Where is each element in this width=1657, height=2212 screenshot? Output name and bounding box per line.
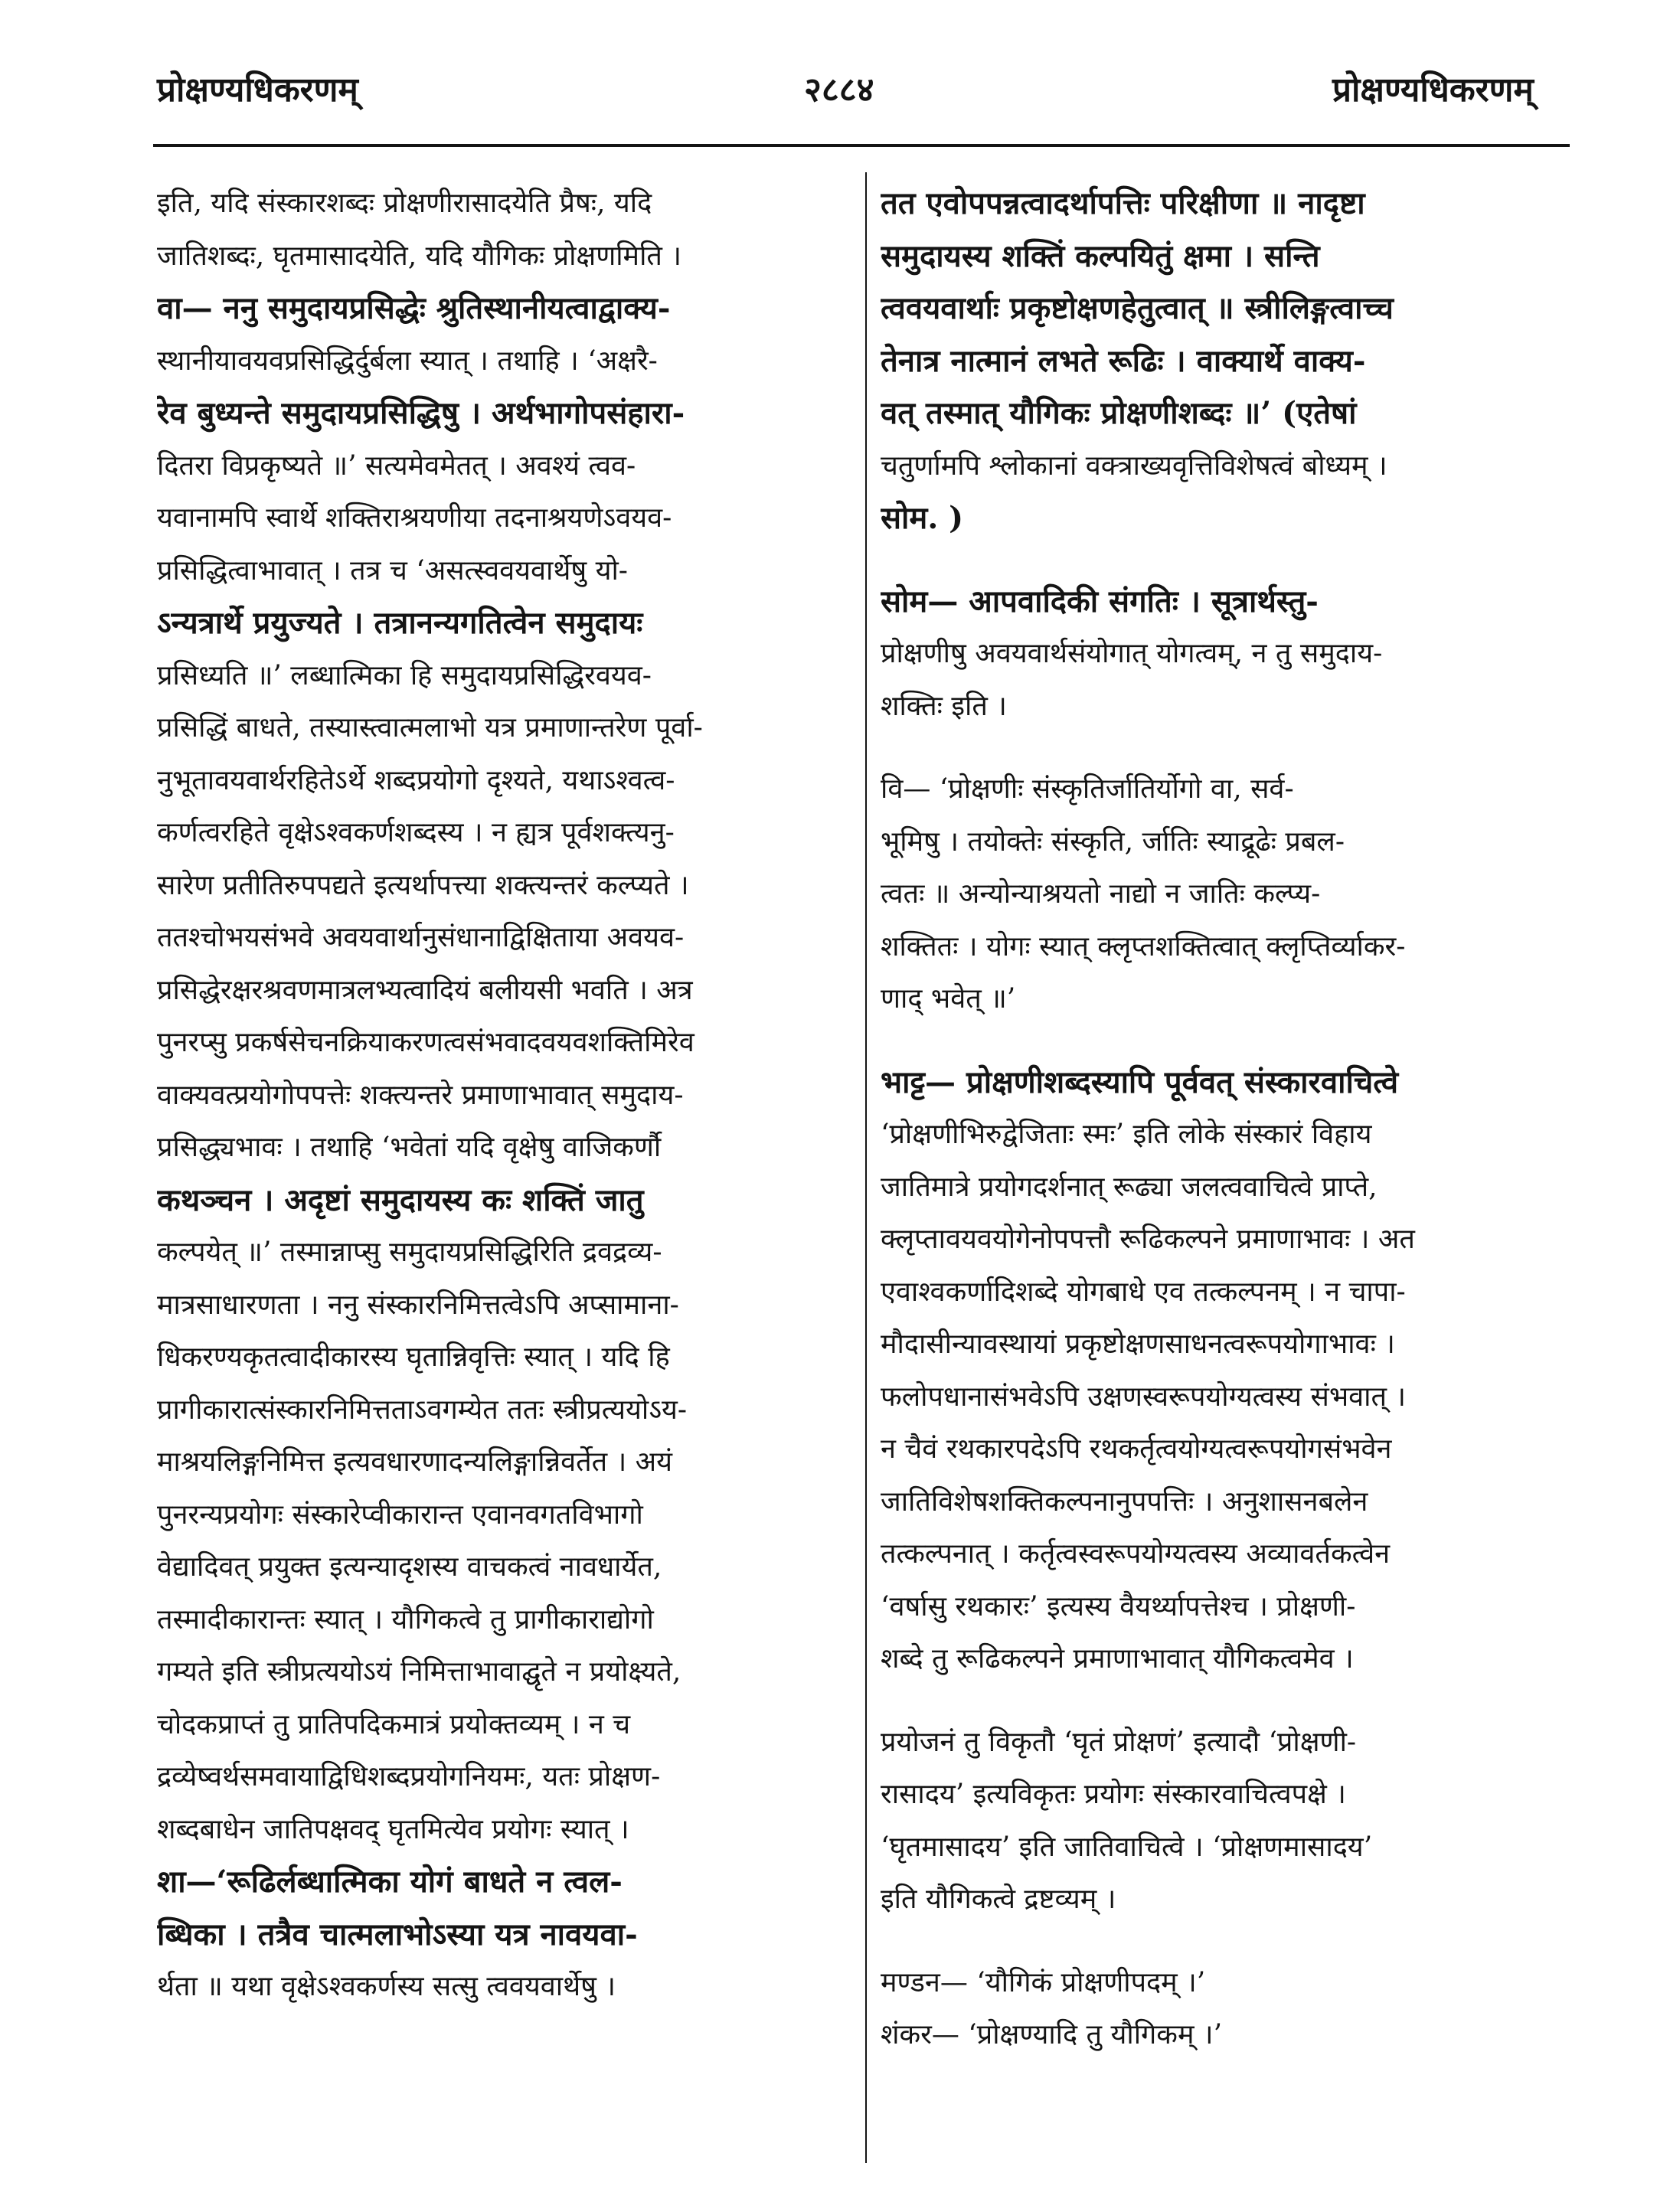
left-column	[157, 178, 850, 2014]
running-title-left: प्रोक्षण्यधिकरणम्	[157, 70, 358, 109]
paragraph-gap	[881, 545, 1570, 576]
text-line: प्रसिध्यति ॥’ लब्धात्मिका हि समुदायप्रसिद्धिरवयव-	[157, 659, 652, 691]
text-line: स्थानीयावयवप्रसिद्धिर्दुर्बला स्यात् । तथाहि । ‘अक्षरै-	[157, 345, 658, 377]
text-line: शक्तितः । योगः स्यात् क्लृप्तशक्तित्वात् क्लृप्तिर्व्याकर-	[881, 930, 1406, 962]
text-line: शक्तिः इति ।	[881, 690, 1007, 722]
text-line: प्रसिद्धित्वाभावात् । तत्र च ‘असत्स्ववयवार्थेषु यो-	[157, 554, 628, 586]
text-line: माश्रयलिङ्गनिमित्त इत्यवधारणादन्यलिङ्गान्निवर्तेत । अयं	[157, 1446, 673, 1478]
text-line: शा—‘रूढिर्लब्धात्मिका योगं बाधते न त्वल-	[157, 1864, 623, 1900]
text-line: जातिशब्दः, घृतमासादयेति, यदि यौगिकः प्रोक्षणमिति ।	[157, 240, 682, 272]
text-line: वेद्यादिवत् प्रयुक्त इत्यन्यादृशस्य वाचकत्वं नावधार्येत,	[157, 1551, 662, 1583]
text-line: वाक्यवत्प्रयोगोपपत्तेः शक्त्यन्तरे प्रमाणाभावात् समुदाय-	[157, 1079, 684, 1111]
text-line: सारेण प्रतीतिरुपपद्यते इत्यर्थापत्त्या शक्त्यन्तरं कल्प्यते ।	[157, 869, 689, 901]
text-line: नुभूतावयवार्थरहितेऽर्थे शब्दप्रयोगो दृश्यते, यथाऽश्वत्व-	[157, 764, 675, 796]
text-line: एवाश्वकर्णादिशब्दे योगबाधे एव तत्कल्पनम् । न चापा-	[881, 1276, 1406, 1308]
text-line: रेव बुध्यन्ते समुदायप्रसिद्धिषु । अर्थभागोपसंहारा-	[157, 395, 685, 431]
paragraph-gap	[881, 1926, 1570, 1957]
text-line: भाट्ट— प्रोक्षणीशब्दस्यापि पूर्ववत् संस्कारवाचित्वे	[881, 1064, 1399, 1100]
text-line: प्रागीकारात्संस्कारनिमित्तताऽवगम्येत ततः स्त्रीप्रत्ययोऽय-	[157, 1394, 688, 1426]
text-line: कर्णत्वरहिते वृक्षेऽश्वकर्णशब्दस्य । न ह्यत्र पूर्वशक्त्यनु-	[157, 817, 675, 848]
text-line: रासादय’ इत्यविकृतः प्रयोगः संस्कारवाचित्वपक्षे ।	[881, 1779, 1346, 1810]
running-title-right: प्रोक्षण्यधिकरणम्	[1332, 70, 1534, 109]
text-line: जातिविशेषशक्तिकल्पनानुपपत्तिः । अनुशासनबलेन	[881, 1485, 1368, 1518]
text-line: कथञ्चन । अदृष्टां समुदायस्य कः शक्तिं जातु	[157, 1181, 644, 1218]
text-line: प्रोक्षणीषु अवयवार्थसंयोगात् योगत्वम्, न तु समुदाय-	[881, 638, 1383, 669]
text-line: शंकर— ‘प्रोक्षण्यादि तु यौगिकम् ।’	[881, 2019, 1223, 2050]
text-line: शब्दबाधेन जातिपक्षवद् घृतमित्येव प्रयोगः स्यात् ।	[157, 1813, 629, 1845]
text-line: समुदायस्य शक्तिं कल्पयितुं क्षमा । सन्ति	[881, 237, 1320, 274]
text-line: वत् तस्मात् यौगिकः प्रोक्षणीशब्दः ॥’ (एतेषां	[881, 395, 1357, 431]
text-line: तेनात्र नात्मानं लभते रूढिः । वाक्यार्थे वाक्य-	[881, 342, 1366, 379]
text-line: चोदकप्राप्तं तु प्रातिपदिकमात्रं प्रयोक्तव्यम् । न च	[157, 1708, 631, 1740]
text-line: प्रयोजनं तु विकृतौ ‘घृतं प्रोक्षणं’ इत्यादौ ‘प्रोक्षणी-	[881, 1726, 1357, 1758]
text-line: ‘वर्षासु रथकारः’ इत्यस्य वैयर्थ्यापत्तेश्च । प्रोक्षणी-	[881, 1590, 1356, 1622]
header-rule	[153, 144, 1570, 147]
text-line: पुनरप्सु प्रकर्षसेचनक्रियाकरणत्वसंभवादवयवशक्तिमिरेव	[157, 1027, 695, 1058]
text-line: त्ववयवार्थाः प्रकृष्टोक्षणहेतुत्वात् ॥ स्त्रीलिङ्गत्वाच्च	[881, 290, 1394, 326]
text-line: वा— ननु समुदायप्रसिद्धेः श्रुतिस्थानीयत्वाद्वाक्य-	[157, 290, 671, 326]
text-line: प्रसिद्ध्यभावः । तथाहि ‘भवेतां यदि वृक्षेषु वाजिकर्णौ	[157, 1132, 662, 1163]
text-line: इति, यदि संस्कारशब्दः प्रोक्षणीरासादयेति प्रैषः, यदि	[157, 188, 652, 219]
text-line: पुनरन्यप्रयोगः संस्कारेप्वीकारान्त एवानवगतविभागो	[157, 1498, 643, 1531]
text-line: वि— ‘प्रोक्षणीः संस्कृतिर्जातिर्योगो वा, सर्व-	[881, 773, 1294, 805]
text-line: ‘घृतमासादय’ इति जातिवाचित्वे । ‘प्रोक्षणमासादय’	[881, 1831, 1373, 1863]
text-line: क्लृप्तावयवयोगेनोपपत्तौ रूढिकल्पने प्रमाणाभावः । अत	[881, 1224, 1415, 1255]
paragraph-gap	[881, 1686, 1570, 1717]
text-line: न चैवं रथकारपदेऽपि रथकर्तृत्वयोग्यत्वरूपयोगसंभवेन	[881, 1433, 1392, 1465]
text-line: ब्धिका । तत्रैव चात्मलाभोऽस्या यत्र नावयवा-	[157, 1916, 638, 1952]
text-line: तत्कल्पनात् । कर्तृत्वस्वरूपयोग्यत्वस्य अव्यावर्तकत्वेन	[881, 1538, 1391, 1570]
text-line: चतुर्णामपि श्लोकानां वक्त्राख्यवृत्तिविशेषत्वं बोध्यम् ।	[881, 449, 1387, 482]
text-line: ‘प्रोक्षणीभिरुद्वेजिताः स्मः’ इति लोके संस्कारं विहाय	[881, 1119, 1372, 1150]
text-line: मण्डन— ‘यौगिकं प्रोक्षणीपदम् ।’	[881, 1966, 1206, 1998]
text-line: णाद् भवेत् ॥’	[881, 983, 1016, 1015]
page-number: २८८४	[804, 70, 874, 109]
text-line: मौदासीन्यावस्थायां प्रकृष्टोक्षणसाधनत्वरूपयोगाभावः ।	[881, 1328, 1395, 1360]
text-line: यवानामपि स्वार्थे शक्तिराश्रयणीया तदनाश्रयणेऽवयव-	[157, 502, 672, 534]
text-line: धिकरण्यकृतत्वादीकारस्य घृतान्निवृत्तिः स्यात् । यदि हि	[157, 1341, 670, 1373]
paragraph-gap	[881, 733, 1570, 763]
text-line: ततश्चोभयसंभवे अवयवार्थानुसंधानाद्विक्षिताया अवयव-	[157, 922, 685, 953]
text-line: प्रसिद्धिं बाधते, तस्यास्त्वात्मलाभो यत्र प्रमाणान्तरेण पूर्वा-	[157, 712, 703, 743]
text-line: दितरा विप्रकृष्यते ॥’ सत्यमेवमेतत् । अवश्यं त्वव-	[157, 449, 636, 482]
text-line: तत एवोपपन्नत्वादर्थापत्तिः परिक्षीणा ॥ नादृष्टा	[881, 185, 1365, 221]
text-line: इति यौगिकत्वे द्रष्टव्यम् ।	[881, 1884, 1116, 1915]
text-line: त्वतः ॥ अन्योन्याश्रयतो नाद्यो न जातिः कल्प्य-	[881, 878, 1321, 910]
text-line: फलोपधानासंभवेऽपि उक्षणस्वरूपयोग्यत्वस्य संभवात् ।	[881, 1380, 1407, 1413]
text-line: सोम— आपवादिकी संगतिः । सूत्रार्थस्तु-	[881, 583, 1319, 619]
text-line: गम्यते इति स्त्रीप्रत्ययोऽयं निमित्ताभावाद्घृते न प्रयोक्ष्यते,	[157, 1656, 681, 1688]
text-line: र्थता ॥ यथा वृक्षेऽश्वकर्णस्य सत्सु त्ववयवार्थेषु ।	[157, 1971, 616, 2002]
text-line: ऽन्यत्रार्थे प्रयुज्यते । तत्रानन्यगतित्वेन समुदायः	[157, 605, 643, 641]
column-divider	[865, 172, 867, 2163]
text-line: भूमिषु । तयोक्तेः संस्कृति, र्जातिः स्याद्रूढेः प्रबल-	[881, 825, 1345, 858]
text-line: द्रव्येष्वर्थसमवायाद्विधिशब्दप्रयोगनियमः, यतः प्रोक्षण-	[157, 1761, 661, 1792]
text-line: सोम. )	[881, 500, 964, 536]
text-line: कल्पयेत् ॥’ तस्मान्नाप्सु समुदायप्रसिद्धिरिति द्रवद्रव्य-	[157, 1237, 662, 1268]
paragraph-gap	[881, 1026, 1570, 1057]
text-line: प्रसिद्धेरक्षरश्रवणमात्रलभ्यत्वादियं बलीयसी भवति । अत्र	[157, 974, 693, 1006]
right-column	[881, 178, 1570, 2062]
text-line: शब्दे तु रूढिकल्पने प्रमाणाभावात् यौगिकत्वमेव ।	[881, 1643, 1354, 1675]
text-line: तस्मादीकारान्तः स्यात् । यौगिकत्वे तु प्रागीकाराद्योगो	[157, 1603, 654, 1635]
text-line: मात्रसाधारणता । ननु संस्कारनिमित्तत्वेऽपि अप्सामाना-	[157, 1289, 679, 1321]
text-line: जातिमात्रे प्रयोगदर्शनात् रूढ्या जलत्ववाचित्वे प्राप्ते,	[881, 1171, 1378, 1203]
